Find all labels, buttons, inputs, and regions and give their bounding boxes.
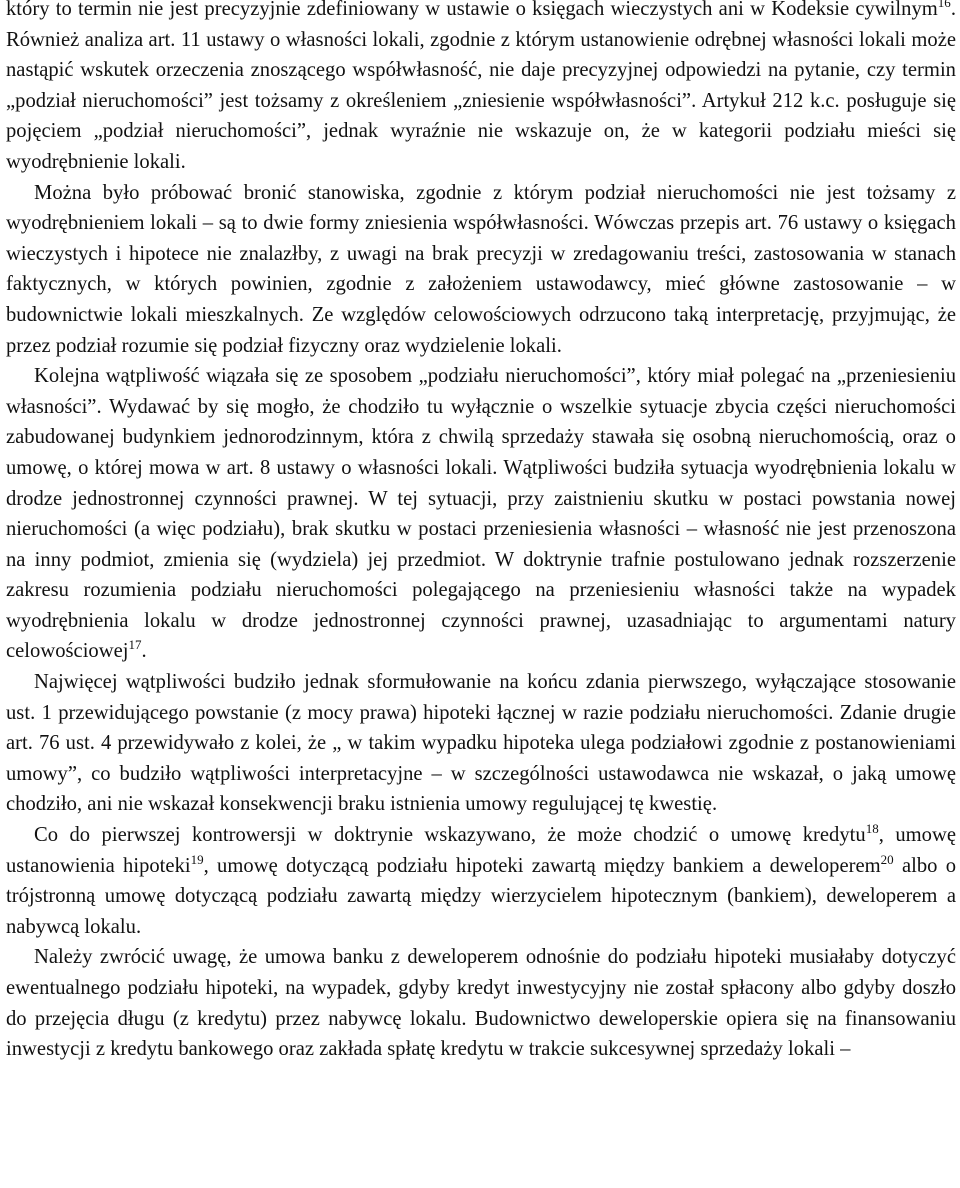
paragraph-6-text: Należy zwrócić uwagę, że umowa banku z deweloperem odnośnie do podziału hipoteki musiałaby dotyczyć ewentualnego podziału hipoteki, na wypadek, gdyby kredyt inwestycyjny nie został spłacony albo gdyby doszło do przejęcia długu (z kredytu) przez nabywcę lokalu. Budownictwo deweloperskie opiera się na finansowaniu inwestycji z kredytu bankowego oraz zakłada spłatę kredytu w trakcie sukcesywnej sprzedaży lokali –	[6, 946, 956, 1061]
footnote-ref-19: 19	[190, 851, 204, 867]
footnote-ref-20: 20	[880, 851, 894, 867]
paragraph-5-text-c: , umowę dotyczącą podziału hipoteki zawartą między bankiem a deweloperem	[203, 854, 881, 877]
paragraph-1	[6, 0, 956, 178]
paragraph-5	[6, 820, 956, 942]
paragraph-3	[6, 361, 956, 667]
paragraph-6	[6, 942, 956, 1064]
paragraph-1-text-a: który to termin nie jest precyzyjnie zdefiniowany w ustawie o księgach wieczystych ani w Kodeksie cywilnym	[6, 0, 938, 20]
paragraph-5-text-d: albo o trójstronną umowę dotyczącą podziału zawartą między wierzycielem hipotecznym (bankiem), deweloperem a nabywcą lokalu.	[6, 854, 956, 938]
paragraph-4	[6, 667, 956, 820]
paragraph-5-text-b: , umowę ustanowienia hipoteki	[6, 824, 956, 877]
paragraph-3-text-b: .	[141, 640, 147, 663]
paragraph-4-text: Najwięcej wątpliwości budziło jednak sformułowanie na końcu zdania pierwszego, wyłączające stosowanie ust. 1 przewidującego powstanie (z mocy prawa) hipoteki łącznej w razie podziału nieruchomości. Zdanie drugie art. 76 ust. 4 przewidywało z kolei, że „ w takim wypadku hipoteka ulega podziałowi zgodnie z postanowieniami umowy”, co budziło wątpliwości interpretacyjne – w szczególności ustawodawca nie wskazał, o jaką umowę chodziło, ani nie wskazał konsekwencji braku istnienia umowy regulującej tę kwestię.	[6, 671, 956, 816]
paragraph-1-text-b: . Również analiza art. 11 ustawy o własności lokali, zgodnie z którym ustanowienie odrębnej własności lokali może nastąpić wskutek orzeczenia znoszącego współwłasność, nie daje precyzyjnej odpowiedzi na pytanie, czy termin „podział nieruchomości” jest tożsamy z określeniem „zniesienie współwłasności”. Artykuł 212 k.c. posługuje się pojęciem „podział nieruchomości”, jednak wyraźnie nie wskazuje on, że w kategorii podziału mieści się wyodrębnienie lokali.	[6, 0, 956, 173]
footnote-ref-16: 16	[937, 0, 951, 11]
paragraph-2	[6, 178, 956, 362]
footnote-ref-18: 18	[865, 821, 879, 837]
footnote-ref-17: 17	[128, 637, 142, 653]
paragraph-3-text-a: Kolejna wątpliwość wiązała się ze sposobem „podziału nieruchomości”, który miał polegać na „przeniesieniu własności”. Wydawać by się mogło, że chodziło tu wyłącznie o wszelkie sytuacje zbycia części nieruchomości zabudowanej budynkiem jednorodzinnym, która z chwilą sprzedaży stawała się osobną nieruchomością, oraz o umowę, o której mowa w art. 8 ustawy o własności lokali. Wątpliwości budziła sytuacja wyodrębnienia lokalu w drodze jednostronnej czynności prawnej. W tej sytuacji, przy zaistnieniu skutku w postaci powstania nowej nieruchomości (a więc podziału), brak skutku w postaci przeniesienia własności – własność nie jest przenoszona na inny podmiot, zmienia się (wydziela) jej przedmiot. W doktrynie trafnie postulowano jednak rozszerzenie zakresu rozumienia podziału nieruchomości polegającego na przeniesieniu własności także na wypadek wyodrębnienia lokalu w drodze jednostronnej czynności prawnej, uzasadniając to argumentami natury celowościowej	[6, 365, 956, 663]
paragraph-5-text-a: Co do pierwszej kontrowersji w doktrynie wskazywano, że może chodzić o umowę kredytu	[34, 824, 866, 847]
paragraph-2-text: Można było próbować bronić stanowiska, zgodnie z którym podział nieruchomości nie jest tożsamy z wyodrębnieniem lokali – są to dwie formy zniesienia współwłasności. Wówczas przepis art. 76 ustawy o księgach wieczystych i hipotece nie znalazłby, z uwagi na brak precyzji w zredagowaniu treści, zastosowania w stanach faktycznych, w których powinien, zgodnie z założeniem ustawodawcy, mieć główne zastosowanie – w budownictwie lokali mieszkalnych. Ze względów celowościowych odrzucono taką interpretację, przyjmując, że przez podział rozumie się podział fizyczny oraz wydzielenie lokali.	[6, 181, 956, 357]
